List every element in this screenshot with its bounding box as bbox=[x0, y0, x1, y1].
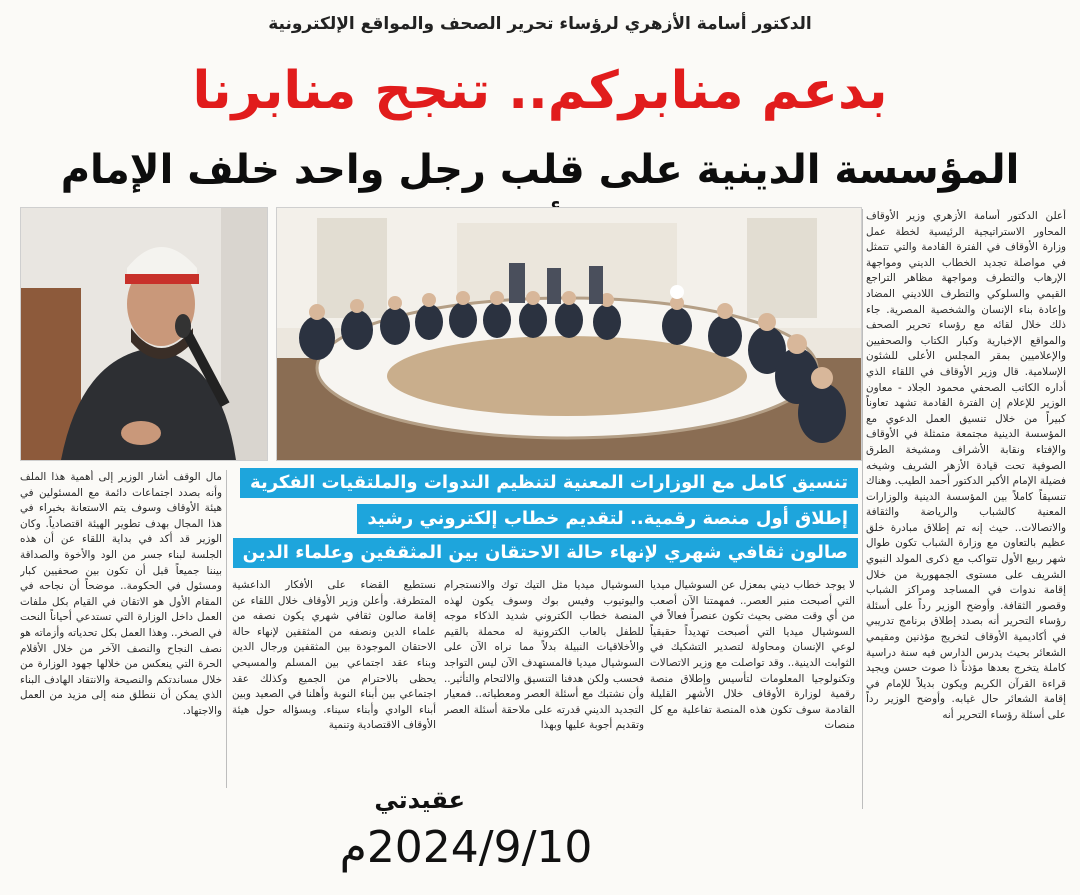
newspaper-signature: عقيدتي bbox=[374, 786, 465, 814]
highlight-line-2: إطلاق أول منصة رقمية.. لتقديم خطاب إلكتروني رشيد bbox=[357, 504, 858, 534]
article-column-2-text: لا يوجد خطاب ديني بمعزل عن السوشيال ميديا التي أصبحت منبر العصر.. فمهمتنا الآن أصعب من أي وقت مضى بحيث تكون عنصراً فعالاً في السوشيال ميديا التي أصبحت تهديداً حقيقياً لوعي الإنسان ومحاولة لتصدير التشكيك في الثوابت الدينية.. وقد تواصلت مع وزير الاتصالات وتكنولوجيا المعلومات لتأسيس وإطلاق منصة رقمية لوزارة الأوقاف خلال الأشهر القليلة القادمة سوف تكون هذه المنصة تفاعلية مع كل منصات bbox=[650, 579, 855, 732]
article-column-3-text: السوشيال ميديا مثل التيك توك والانستجرام واليوتيوب وفيس بوك وسوف يكون لهذه المنصة خطاب الكتروني شديد الذكاء موجه للطفل بالعاب الكترونية له محملة بالقيم والأخلاقيات النبيلة بدلاً مما نراه الآن على السوشيال ميديا فالمستهدف الآن ليس التواجد فحسب ولكن هدفنا التنسيق والالتحام والتأثير.. وأن نشتبك مع أسئلة العصر ومعطياته.. فمعيار التجديد الديني قدرته على ملاحقة أسئلة العصر وتقديم أجوبة عليها وبهذا bbox=[444, 579, 644, 732]
minister-portrait-image bbox=[21, 208, 267, 460]
publication-date: 2024/9/10م bbox=[339, 822, 593, 873]
meeting-photo bbox=[276, 207, 862, 461]
minister-portrait-photo bbox=[20, 207, 268, 461]
kicker-line: الدكتور أسامة الأزهري لرؤساء تحرير الصحف والمواقع الإلكترونية bbox=[268, 14, 812, 34]
meeting-photo-image bbox=[277, 208, 861, 460]
article-column-5 bbox=[20, 470, 222, 788]
main-headline: بدعم منابركم.. تنجح منابرنا bbox=[192, 61, 888, 121]
column-divider bbox=[226, 470, 227, 788]
article-column-1-text: أعلن الدكتور أسامة الأزهري وزير الأوقاف المحاور الاستراتيجية الرئيسية لخطة عمل وزارة الأوقاف في الفترة القادمة والتي تتمثل في مواصلة تجديد الخطاب الديني ومواجهة الإرهاب والتطرف ومواجهة مظاهر التراجع القيمي والسلوكي والتطرف اللاديني المضاد وإعادة بناء الإنسان والشخصية المصرية. جاء ذلك خلال لقائه مع رؤساء تحرير الصحف والمواقع الإخبارية وكبار الكتاب والصحفيين والإعلاميين بمقر المجلس الأعلى للشئون الإسلامية. قال وزير الأوقاف في اللقاء الذي أداره الكاتب الصحفي محمود الجلاد - معاون الوزير للإعلام إن الفترة القادمة تشهد تعاوناً كبيراً من خلال تنسيق العمل الدعوي مع المؤسسة الدينية مجتمعة متمثلة في الأوقاف والإفتاء ونقابة الأشراف ومشيخة الطرق الصوفية تحت قيادة الأزهر الشريف وشيخه فضيلة الإمام الأكبر الدكتور أحمد الطيب. وهناك تنسيقاً كاملاً بين المؤسسة الدينية والوزارات المعنية كالشباب والرياضة والثقافة والاتصالات.. حيث إنه تم إطلاق مبادرة خلق عظيم بالتعاون مع وزارة الشباب تكون طوال شهر ربيع الأول تتواكب مع ذكرى المولد النبوي الشريف على مستوى الجمهورية من خلال إقامة ندوات في المساجد ومراكز الشباب وقصور الثقافة. وأوضح الوزير رداً على أسئلة رؤساء التحرير أنه بصدد إطلاق برنامج تدريبي في أكاديمية الأوقاف لتخريج مؤذنين ومقيمي الشعائر بحيث يدرس الدارس فيه سنة دراسية كاملة يتخرج بعدها مؤذناً ذا صوت حسن ويجيد قراءة القرآن الكريم ويكون بديلاً للإمام في إقامة الشعائر حال غيابه. وأوضح الوزير رداً على أسئلة رؤساء التحرير أنه bbox=[866, 210, 1066, 721]
article-column-4-text: نستطيع القضاء على الأفكار الداعشية المتطرفة. وأعلن وزير الأوقاف خلال اللقاء عن إقامة صالون ثقافي شهري يكون نصفه من علماء الدين ونصفه من المثقفين لإنهاء حالة الاحتقان الموجودة بين المثقفين ورجال الدين وبناء عقد اجتماعي بين المسلم والمسيحي يحظى بالاحترام من الجميع وكذلك عقد اجتماعي بين أبناء النوبة وأهلنا في الصعيد وبين أبناء الوادي وأبناء سيناء. وبسؤاله حول هيئة الأوقاف الاقتصادية وتنمية bbox=[232, 579, 436, 732]
highlight-line-3: صالون ثقافي شهري لإنهاء حالة الاحتقان بين المثقفين وعلماء الدين bbox=[233, 538, 858, 568]
article-column-4 bbox=[232, 578, 436, 788]
sub-headline: المؤسسة الدينية على قلب رجل واحد خلف الإمام bbox=[60, 147, 1020, 193]
article-column-5-text: مال الوقف أشار الوزير إلى أهمية هذا الملف وأنه بصدد اجتماعات دائمة مع المسئولين في هيئة الأوقاف وسوف يتم الاستعانة بخبراء في هذا المجال بهدف تطوير الهيئة اقتصادياً. وكان الوزير قد أكد في بداية اللقاء عن أن هذه الجلسة لبناء جسر من الود والأخوة والصداقة بيننا جميعاً قبل أن تكون بين صحفيين كبار ومسئول في الحكومة.. موضحاً أن نجاحه في المقام الأول هو الاتقان في القيام بكل ملفات العمل داخل الوزارة التي تستدعي أحياناً النحت في الصخر.. وهذا العمل بكل تحدياته وأزماته هو نصف النجاح والنصف الآخر من خلال الأقلام الحرة التي ينعكس من خلالها جهود الوزارة من خلال مساندتكم والنصيحة والانتقاد الهادف البناء الذي يمكن أن ننطلق منه إلى مزيد من العمل والاجتهاد. bbox=[20, 471, 222, 717]
highlight-line-1: تنسيق كامل مع الوزارات المعنية لتنظيم الندوات والملتقيات الفكرية bbox=[240, 468, 858, 498]
article-column-1 bbox=[866, 209, 1066, 821]
column-divider bbox=[862, 209, 863, 809]
highlights-banner bbox=[230, 468, 858, 572]
article-column-3 bbox=[444, 578, 644, 788]
article-column-2 bbox=[650, 578, 855, 788]
